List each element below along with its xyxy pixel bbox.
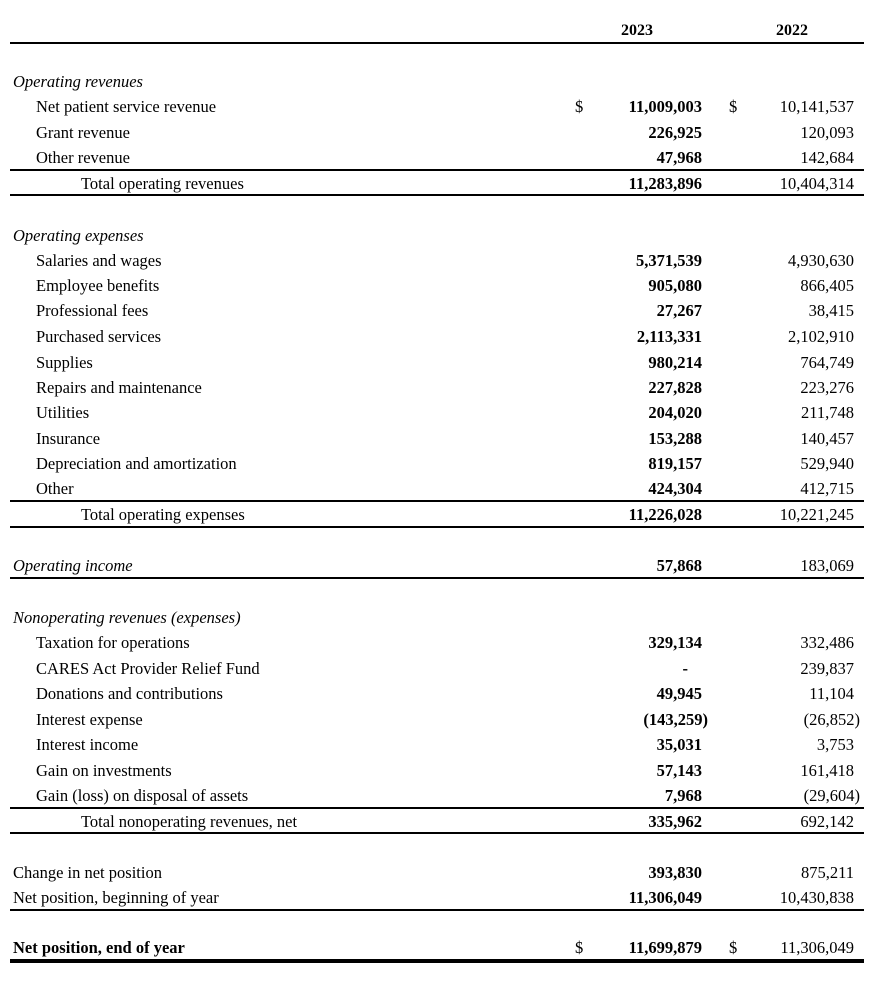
value-2022: 223,276 [800, 378, 854, 397]
value-2022: 529,940 [800, 454, 854, 473]
total-2023: 11,226,028 [628, 505, 702, 524]
value-2023: 329,134 [648, 633, 702, 652]
operating-income-label: Operating income [13, 556, 133, 575]
change-in-net-position-2022: 875,211 [800, 863, 854, 882]
value-2023: 35,031 [656, 735, 702, 754]
value-2022: 140,457 [800, 429, 854, 448]
row-label: Grant revenue [36, 123, 130, 142]
dollar-sign: $ [575, 97, 584, 116]
row-label: Purchased services [36, 327, 162, 346]
double-rule [10, 959, 864, 963]
value-2022: 211,748 [800, 403, 854, 422]
value-2023: 153,288 [648, 429, 702, 448]
value-2023: 227,828 [648, 378, 702, 397]
row-label: Supplies [36, 353, 93, 372]
value-2022: 764,749 [800, 353, 854, 372]
value-2022: 10,141,537 [779, 97, 854, 116]
row-label: Other revenue [36, 148, 130, 167]
total-label: Total operating revenues [81, 174, 244, 193]
row-label: Salaries and wages [36, 251, 162, 270]
dollar-sign: $ [729, 97, 738, 116]
row-label: Professional fees [36, 301, 149, 320]
row-label: Gain (loss) on disposal of assets [36, 786, 249, 805]
row-label: Employee benefits [36, 276, 160, 295]
row-label: CARES Act Provider Relief Fund [36, 659, 260, 678]
value-2023: 819,157 [648, 454, 702, 473]
row-label: Net patient service revenue [36, 97, 217, 116]
total-2022: 10,404,314 [779, 174, 854, 193]
value-2023: 204,020 [648, 403, 702, 422]
value-2023: 424,304 [648, 479, 702, 498]
value-2022: (26,852) [803, 710, 860, 729]
value-2022: 2,102,910 [788, 327, 854, 346]
value-2022: 161,418 [800, 761, 854, 780]
value-2023: 49,945 [656, 684, 702, 703]
value-2022: 120,093 [800, 123, 854, 142]
column-header-2023: 2023 [621, 22, 653, 39]
total-2023: 335,962 [648, 812, 702, 831]
total-2022: 10,221,245 [779, 505, 854, 524]
operating-income-rule [10, 577, 864, 579]
value-2023: 5,371,539 [636, 251, 702, 270]
row-label: Repairs and maintenance [36, 378, 202, 397]
row-label: Donations and contributions [36, 684, 223, 703]
value-2023: 27,267 [656, 301, 702, 320]
subtotal-rule [10, 500, 864, 502]
row-label: Insurance [36, 429, 101, 448]
value-2023: 2,113,331 [636, 327, 702, 346]
change-in-net-position-label: Change in net position [13, 863, 162, 882]
value-2023: - [682, 659, 688, 678]
net-position-beginning-2023: 11,306,049 [628, 888, 702, 907]
value-2023: 47,968 [656, 148, 702, 167]
value-2023: 57,143 [656, 761, 702, 780]
value-2023: 11,009,003 [628, 97, 702, 116]
value-2023: (143,259) [643, 710, 708, 729]
value-2022: 11,104 [809, 684, 854, 703]
operating-income-2023: 57,868 [656, 556, 702, 575]
total-2023: 11,283,896 [628, 174, 702, 193]
net-position-end-label: Net position, end of year [13, 938, 185, 957]
total-2022: 692,142 [800, 812, 854, 831]
row-label: Depreciation and amortization [36, 454, 237, 473]
value-2023: 905,080 [648, 276, 702, 295]
net-position-beginning-2022: 10,430,838 [779, 888, 854, 907]
value-2022: 866,405 [800, 276, 854, 295]
net-position-end-2022: 11,306,049 [780, 938, 854, 957]
header-rule [10, 42, 864, 44]
value-2022: 142,684 [800, 148, 854, 167]
row-label: Gain on investments [36, 761, 172, 780]
subtotal-rule [10, 169, 864, 171]
row-label: Other [36, 479, 74, 498]
value-2023: 226,925 [648, 123, 702, 142]
value-2022: (29,604) [803, 786, 860, 805]
total-label: Total operating expenses [81, 505, 245, 524]
row-label: Interest income [36, 735, 139, 754]
value-2022: 412,715 [800, 479, 854, 498]
total-label: Total nonoperating revenues, net [81, 812, 298, 831]
column-header-2022: 2022 [776, 22, 808, 39]
row-label: Taxation for operations [36, 633, 190, 652]
operating-income-2022: 183,069 [800, 556, 854, 575]
value-2022: 4,930,630 [788, 251, 854, 270]
dollar-sign: $ [729, 938, 738, 957]
section-title-operating-revenues: Operating revenues [13, 72, 143, 91]
net-position-end-2023: 11,699,879 [628, 938, 702, 957]
net-position-beginning-label: Net position, beginning of year [13, 888, 219, 907]
value-2022: 38,415 [808, 301, 854, 320]
row-label: Interest expense [36, 710, 143, 729]
subtotal-rule [10, 807, 864, 809]
section-title-nonoperating: Nonoperating revenues (expenses) [13, 608, 241, 627]
dollar-sign: $ [575, 938, 584, 957]
total-rule [10, 526, 864, 528]
value-2022: 332,486 [800, 633, 854, 652]
total-rule [10, 832, 864, 834]
row-label: Utilities [36, 403, 90, 422]
value-2023: 7,968 [664, 786, 702, 805]
change-in-net-position-2023: 393,830 [648, 863, 702, 882]
total-rule [10, 194, 864, 196]
beginning-rule [10, 909, 864, 911]
value-2023: 980,214 [648, 353, 702, 372]
section-title-operating-expenses: Operating expenses [13, 226, 144, 245]
value-2022: 239,837 [800, 659, 854, 678]
value-2022: 3,753 [816, 735, 854, 754]
